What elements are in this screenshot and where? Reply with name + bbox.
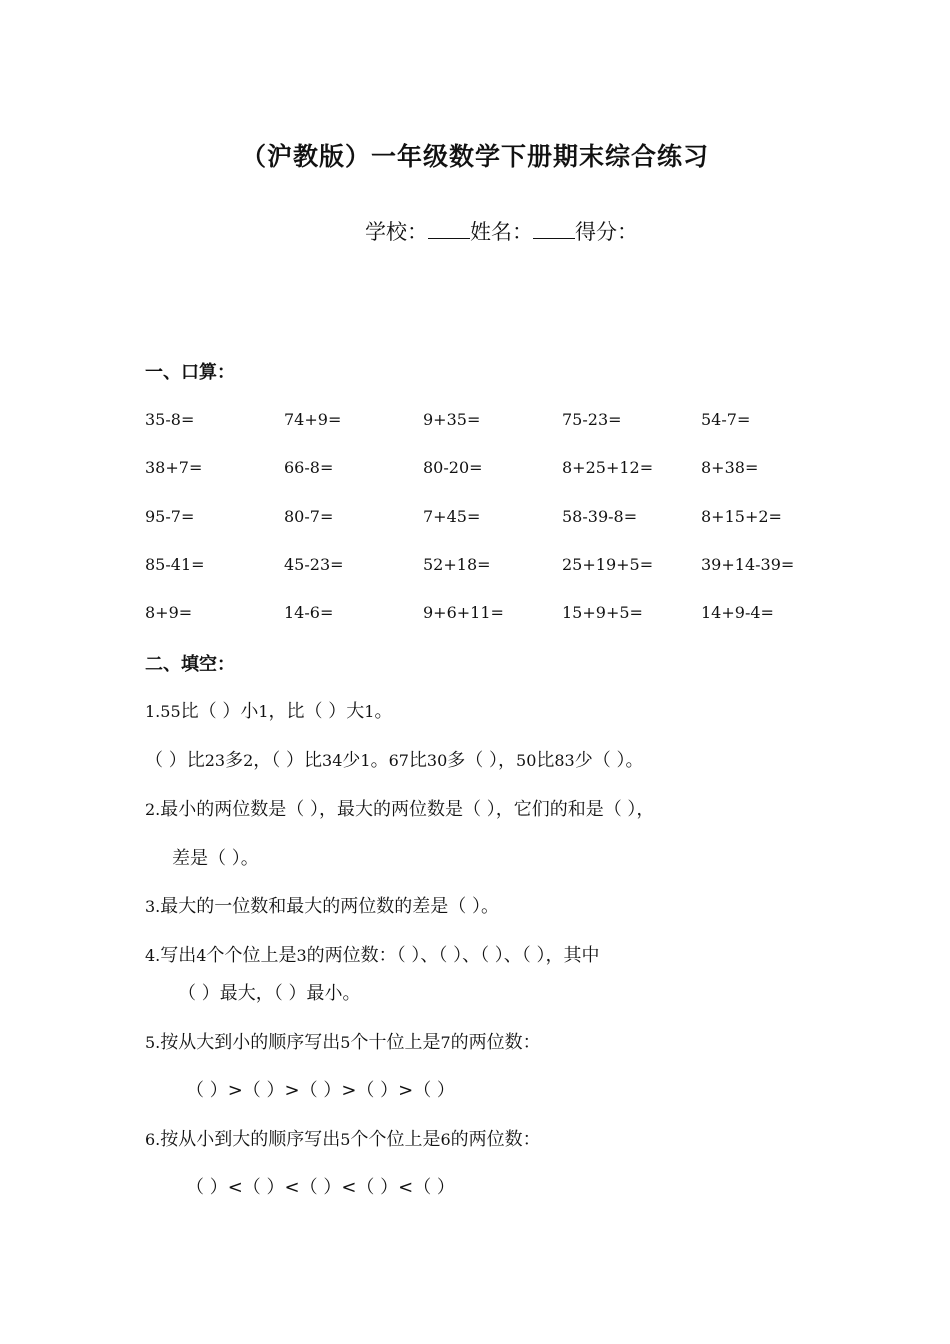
question-number: 5. xyxy=(145,1033,161,1052)
q-text: 6 xyxy=(440,1130,451,1149)
calc-item: 54-7= xyxy=(701,410,751,429)
q-text: 1 xyxy=(258,702,269,721)
q-text: 1 xyxy=(364,702,375,721)
question-5-line-2: （ ）>（ ）>（ ）>（ ）>（ ） xyxy=(186,1080,455,1101)
question-number: 6. xyxy=(145,1130,161,1149)
q-text: 按从小到大的顺序写出 xyxy=(160,1129,341,1150)
calc-item: 80-20= xyxy=(423,458,483,477)
calc-item: 80-7= xyxy=(284,507,334,526)
q-text: 的两位数： xyxy=(450,1032,541,1053)
q-text: 的两位数： xyxy=(450,1129,541,1150)
calc-item: 8+25+12= xyxy=(562,458,654,477)
calc-item: 8+38= xyxy=(701,458,759,477)
calc-item: 25+19+5= xyxy=(562,555,654,574)
q-text: 个十位上是 xyxy=(350,1032,441,1053)
q-text: 多 xyxy=(225,750,244,771)
question-4-line-2: （ ）最大，（ ）最小。 xyxy=(178,983,361,1004)
calc-item: 9+6+11= xyxy=(423,603,504,622)
calc-item: 75-23= xyxy=(562,410,622,429)
q-text: 比（ ）小 xyxy=(180,701,259,722)
q-text: 最小的两位数是（ ），最大的两位数是（ ），它们的和是（ ）， xyxy=(160,799,655,820)
q-text: 55 xyxy=(160,702,181,721)
question-number: 2. xyxy=(145,800,161,819)
calc-item: 9+35= xyxy=(423,410,481,429)
q-text: 23 xyxy=(204,751,226,770)
calc-item: 14+9-4= xyxy=(701,603,774,622)
question-4-line-1 xyxy=(145,941,600,967)
question-2-line-1 xyxy=(145,795,654,821)
q-text: ，比（ ）大 xyxy=(268,701,365,722)
q-text: 的两位数：（ ）、（ ）、（ ）、（ ），其中 xyxy=(306,945,600,966)
calc-item: 52+18= xyxy=(423,555,491,574)
q-text: 比 xyxy=(408,750,427,771)
calc-item: 74+9= xyxy=(284,410,342,429)
page-title: （沪教版）一年级数学下册期末综合练习 xyxy=(240,142,709,171)
q-text: 按从大到小的顺序写出 xyxy=(160,1032,341,1053)
q-text: 5 xyxy=(340,1033,351,1052)
calc-item: 35-8= xyxy=(145,410,195,429)
question-number: 1. xyxy=(145,702,161,721)
calc-item: 45-23= xyxy=(284,555,344,574)
question-2-line-2: 差是（ ）。 xyxy=(172,848,259,869)
calc-item: 38+7= xyxy=(145,458,203,477)
calc-item: 39+14-39= xyxy=(701,555,795,574)
q-text: 比 xyxy=(536,750,555,771)
school-blank xyxy=(428,220,470,239)
q-text: 7 xyxy=(440,1033,451,1052)
q-text: 30 xyxy=(426,751,448,770)
q-text: 2 xyxy=(243,751,254,770)
q-text: 67 xyxy=(388,751,409,770)
q-text: 写出 xyxy=(160,945,197,966)
q-text: 多（ ）， xyxy=(447,750,517,771)
q-text: 3 xyxy=(296,946,307,965)
q-text: 少（ ）。 xyxy=(574,750,644,771)
question-1-line-1 xyxy=(145,697,392,723)
school-label: 学校： xyxy=(365,220,428,244)
calc-item: 58-39-8= xyxy=(562,507,638,526)
calc-item: 8+15+2= xyxy=(701,507,782,526)
question-number: 4. xyxy=(145,946,161,965)
q-text: 最大的一位数和最大的两位数的差是（ ）。 xyxy=(160,896,499,917)
q-text: 个个位上是 xyxy=(206,945,297,966)
calc-item: 15+9+5= xyxy=(562,603,643,622)
question-5-line-1 xyxy=(145,1028,541,1054)
q-text: ，（ ）比 xyxy=(253,750,323,771)
question-number: 3. xyxy=(145,897,161,916)
q-text: 50 xyxy=(516,751,537,770)
q-text: 个个位上是 xyxy=(350,1129,441,1150)
score-label: 得分： xyxy=(575,220,638,244)
section-oral-calc-heading: 一、口算： xyxy=(145,362,235,383)
q-text: 5 xyxy=(340,1130,351,1149)
calc-item: 85-41= xyxy=(145,555,205,574)
section-fill-blank-heading: 二、填空： xyxy=(145,654,235,675)
calc-item: 14-6= xyxy=(284,603,334,622)
q-text: （ ）比 xyxy=(145,750,205,771)
question-1-line-2 xyxy=(145,746,643,772)
calc-item: 66-8= xyxy=(284,458,334,477)
question-3-line-1 xyxy=(145,892,499,918)
name-blank xyxy=(533,220,575,239)
student-info-line xyxy=(365,216,638,246)
q-text: 。 xyxy=(370,750,389,771)
calc-item: 8+9= xyxy=(145,603,193,622)
q-text: 1 xyxy=(360,751,371,770)
question-6-line-1 xyxy=(145,1125,541,1151)
calc-item: 7+45= xyxy=(423,507,481,526)
q-text: 83 xyxy=(554,751,575,770)
calc-item: 95-7= xyxy=(145,507,195,526)
q-text: 4 xyxy=(196,946,207,965)
question-6-line-2: （ ）<（ ）<（ ）<（ ）<（ ） xyxy=(186,1177,455,1198)
q-text: 少 xyxy=(342,750,361,771)
q-text: 34 xyxy=(322,751,343,770)
q-text: 。 xyxy=(374,701,393,722)
name-label: 姓名： xyxy=(470,220,533,244)
